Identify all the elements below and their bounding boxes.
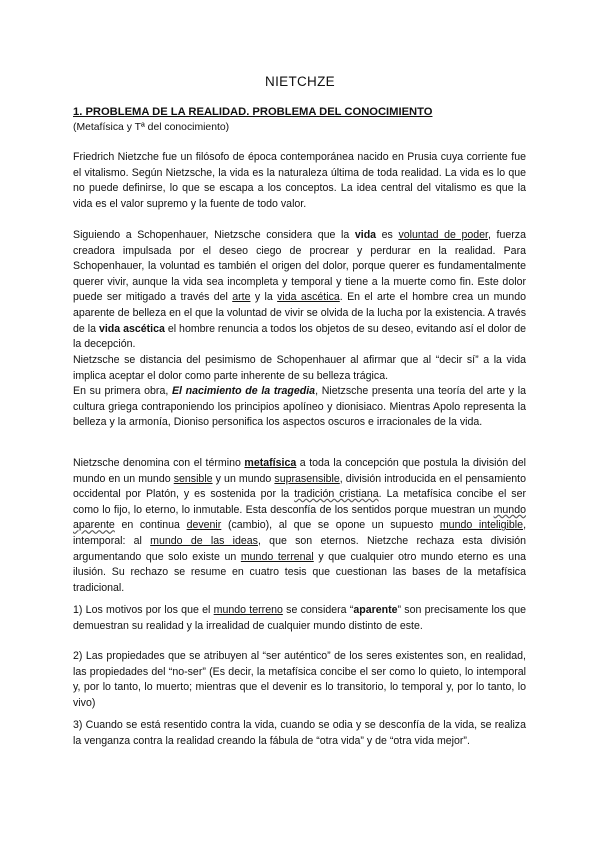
document-title: NIETCHZE	[265, 74, 335, 89]
term-metafisica: metafísica	[244, 457, 297, 469]
paragraph-vitalismo: Friedrich Nietzche fue un filósofo de época contemporánea nacido en Prusia cuya corriente fue el vitalismo. Según Nietzsche, la vida es la naturaleza última de toda realidad. La vida es lo que no puede definirse, lo que se escapa a los conceptos. La idea central del vitalismo es que la vida es el valor supremo y la fuente de todo valor.	[73, 151, 526, 210]
paragraph-line-decir-si: Nietzsche se distancia del pesimismo de Schopenhauer al afirmar que al “decir sí” a la vida implica aceptar el dolor como parte inherente de su belleza trágica.	[73, 354, 526, 382]
paragraph-tesis-1: 1) Los motivos por los que el mundo terreno se considera “aparente” son precisamente los que demuestran su realidad y la irrealidad de cualquier mundo distinto de este.	[73, 604, 526, 632]
term-aparente: aparente	[353, 604, 398, 616]
term-mundo-inteligible: mundo inteligible	[439, 519, 524, 532]
paragraph-schopenhauer: Siguiendo a Schopenhauer, Nietzsche considera que la vida es voluntad de poder, fuerza creadora impulsada por el deseo ciego de procrear y perdurar en la realidad. Para Schopenhauer, la voluntad es también el origen del dolor, porque querer es fundamentalmente querer vivir, aunque la vida sea incompleta y temporal y tiene a la muerte como fin. Este dolor puede ser mitigado a través del arte y la vida ascética. En el arte el hombre crea un mundo aparente de belleza en el que la voluntad de vivir se olvida de la lucha por la existencia. A través de la vida ascética el hombre renuncia a todos los objetos de su deseo, evitando así el dolor de la decepción.	[73, 229, 526, 351]
term-mundo-aparente: mundo aparente	[73, 503, 526, 532]
term-mundo-de-las-ideas: mundo de las ideas	[150, 534, 258, 547]
term-mundo-terrenal: mundo terrenal	[240, 550, 314, 563]
book-title-nacimiento-tragedia: El nacimiento de la tragedia	[171, 385, 316, 398]
term-mundo-terreno: mundo terreno	[213, 604, 283, 616]
term-vida-ascetica-bold: vida ascética	[98, 322, 165, 335]
section-heading: 1. PROBLEMA DE LA REALIDAD. PROBLEMA DEL CONOCIMIENTO	[73, 106, 433, 118]
paragraph-tragedia: Nietzsche se distancia del pesimismo de Schopenhauer al afirmar que al “decir sí” a la vida implica aceptar el dolor como parte inherente de su belleza trágica. En su primera obra, El nacimiento de la tragedia, Nietzsche presenta una teoría del arte y la cultura griega contraponiendo los principios apolíneo y dionisiaco. Mientras Apolo representa la belleza y la armonía, Dioniso personifica los aspectos oscuros e irracionales de la vida.	[73, 354, 526, 429]
term-devenir: devenir	[186, 519, 222, 532]
section-subheading: (Metafísica y Tª del conocimiento)	[73, 122, 230, 133]
term-sensible: sensible	[173, 472, 213, 485]
paragraph-metafisica: Nietzsche denomina con el término metafísica a toda la concepción que postula la división del mundo en un mundo sensible y un mundo suprasensible, división introducida en el pensamiento occidental por Platón, y es sostenida por la tradición cristiana. La metafísica concibe el ser como lo fijo, lo eterno, lo inmutable. Esta desconfía de los sentidos porque muestran un mundo aparente en continua devenir (cambio), al que se opone un supuesto mundo inteligible, intemporal: al mundo de las ideas, que son eternos. Nietzche rechaza esta división argumentando que solo existe un mundo terrenal y que cualquier otro mundo eterno es una ilusión. Su rechazo se resume en cuatro tesis que cuestionan las bases de la metafísica tradicional.	[73, 457, 527, 594]
term-suprasensible: suprasensible	[274, 472, 340, 485]
term-vida: vida	[354, 229, 377, 241]
term-arte: arte	[232, 291, 251, 304]
term-vida-ascetica: vida ascética	[277, 291, 340, 304]
paragraph-tesis-3: 3) Cuando se está resentido contra la vida, cuando se odia y se desconfía de la vida, se realiza la venganza contra la realidad creando la fábula de “otra vida” y de “otra vida mejor”.	[73, 719, 526, 747]
term-voluntad-de-poder: voluntad de poder	[398, 229, 488, 241]
term-tradicion-cristiana: tradición cristiana	[294, 488, 379, 501]
paragraph-tesis-2: 2) Las propiedades que se atribuyen al “ser auténtico” de los seres existentes son, en realidad, las propiedades del “no-ser” (Es decir, la metafísica concibe el ser como lo quieto, lo intemporal y, por lo tanto, lo muerto; mientras que el devenir es lo transitorio, lo temporal y, por lo tanto, lo vivo)	[73, 650, 526, 709]
